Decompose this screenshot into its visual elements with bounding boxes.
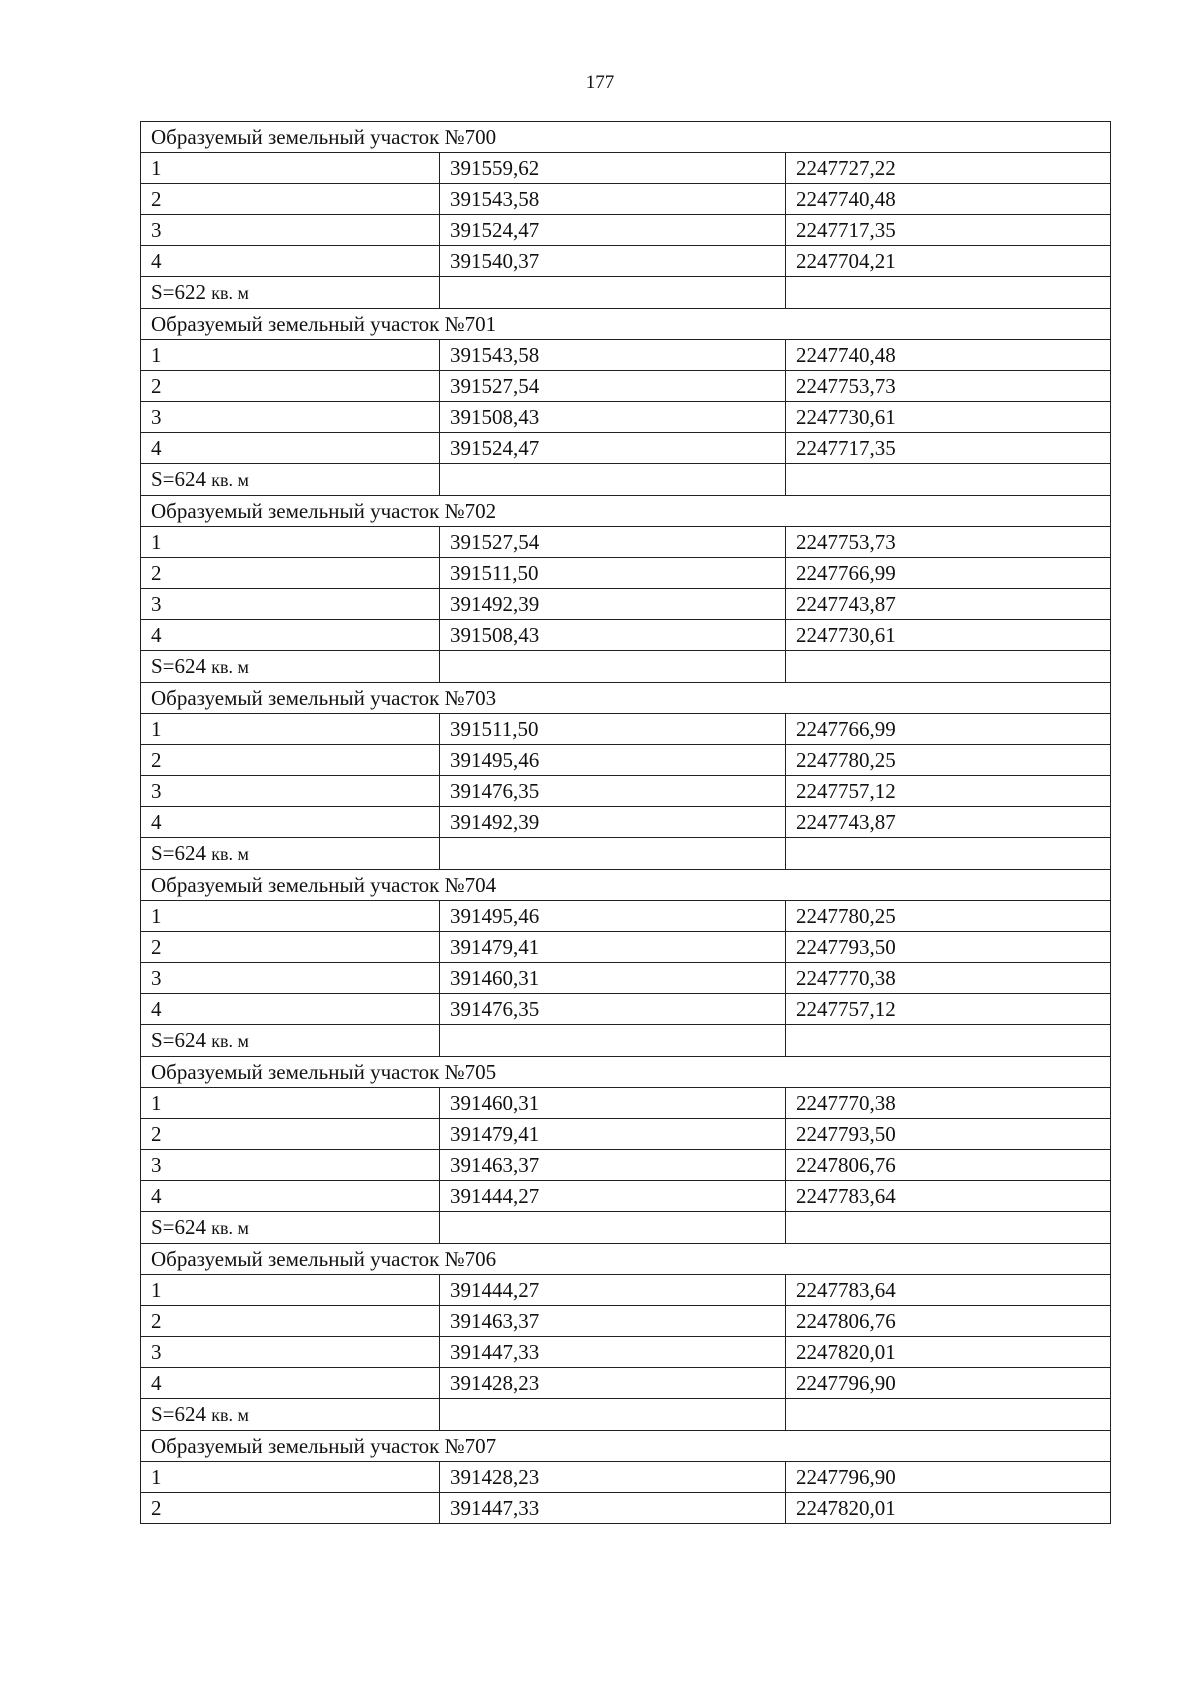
y-coordinate-cell: 2247820,01 [786,1337,1111,1368]
table-row [141,215,1111,246]
y-coordinate-cell: 2247753,73 [786,371,1111,402]
x-coordinate-cell: 391543,58 [440,184,786,215]
y-coordinate-cell: 2247717,35 [786,215,1111,246]
parcel-title: Образуемый земельный участок №700 [141,122,1111,153]
point-number-cell: 2 [141,932,440,963]
parcel-title: Образуемый земельный участок №704 [141,870,1111,901]
empty-cell [786,1025,1111,1057]
empty-cell [440,1025,786,1057]
empty-cell [786,1399,1111,1431]
point-number-cell: 1 [141,714,440,745]
empty-cell [440,1212,786,1244]
area-value: S=624 [151,467,207,491]
y-coordinate-cell: 2247796,90 [786,1368,1111,1399]
point-number-cell: 1 [141,153,440,184]
x-coordinate-cell: 391492,39 [440,807,786,838]
y-coordinate-cell: 2247820,01 [786,1493,1111,1524]
table-row [141,153,1111,184]
point-number-cell: 1 [141,527,440,558]
page-number: 177 [585,72,615,93]
area-cell [141,1399,440,1431]
table-row [141,558,1111,589]
y-coordinate-cell: 2247757,12 [786,776,1111,807]
empty-cell [440,1399,786,1431]
empty-cell [786,838,1111,870]
x-coordinate-cell: 391460,31 [440,1088,786,1119]
area-unit: кв. м [211,283,249,303]
x-coordinate-cell: 391463,37 [440,1150,786,1181]
table-row [141,901,1111,932]
point-number-cell: 3 [141,1337,440,1368]
x-coordinate-cell: 391479,41 [440,932,786,963]
y-coordinate-cell: 2247717,35 [786,433,1111,464]
y-coordinate-cell: 2247780,25 [786,901,1111,932]
area-cell [141,838,440,870]
table-row [141,246,1111,277]
parcel-title-row [141,1244,1111,1275]
x-coordinate-cell: 391495,46 [440,901,786,932]
point-number-cell: 3 [141,215,440,246]
parcel-title: Образуемый земельный участок №703 [141,683,1111,714]
point-number-cell: 3 [141,776,440,807]
empty-cell [786,651,1111,683]
point-number-cell: 4 [141,994,440,1025]
table-row [141,994,1111,1025]
point-number-cell: 3 [141,1150,440,1181]
point-number-cell: 2 [141,745,440,776]
x-coordinate-cell: 391476,35 [440,994,786,1025]
y-coordinate-cell: 2247780,25 [786,745,1111,776]
table-row [141,1119,1111,1150]
point-number-cell: 4 [141,1181,440,1212]
empty-cell [440,651,786,683]
table-row [141,1337,1111,1368]
parcel-title-row [141,309,1111,340]
x-coordinate-cell: 391527,54 [440,371,786,402]
parcel-title: Образуемый земельный участок №707 [141,1431,1111,1462]
y-coordinate-cell: 2247730,61 [786,402,1111,433]
area-row [141,464,1111,496]
y-coordinate-cell: 2247793,50 [786,1119,1111,1150]
x-coordinate-cell: 391447,33 [440,1493,786,1524]
area-unit: кв. м [211,470,249,490]
y-coordinate-cell: 2247783,64 [786,1275,1111,1306]
empty-cell [786,1212,1111,1244]
area-value: S=624 [151,1028,207,1052]
table-body [141,122,1111,1524]
x-coordinate-cell: 391511,50 [440,558,786,589]
y-coordinate-cell: 2247730,61 [786,620,1111,651]
table-row [141,340,1111,371]
y-coordinate-cell: 2247743,87 [786,589,1111,620]
x-coordinate-cell: 391511,50 [440,714,786,745]
table-row [141,807,1111,838]
x-coordinate-cell: 391479,41 [440,1119,786,1150]
x-coordinate-cell: 391444,27 [440,1181,786,1212]
y-coordinate-cell: 2247766,99 [786,558,1111,589]
area-row [141,838,1111,870]
y-coordinate-cell: 2247783,64 [786,1181,1111,1212]
table-row [141,371,1111,402]
y-coordinate-cell: 2247806,76 [786,1306,1111,1337]
point-number-cell: 3 [141,402,440,433]
point-number-cell: 2 [141,1306,440,1337]
area-unit: кв. м [211,1218,249,1238]
parcel-title-row [141,683,1111,714]
point-number-cell: 1 [141,340,440,371]
y-coordinate-cell: 2247793,50 [786,932,1111,963]
parcel-title: Образуемый земельный участок №701 [141,309,1111,340]
area-cell [141,1025,440,1057]
x-coordinate-cell: 391492,39 [440,589,786,620]
area-row [141,1399,1111,1431]
y-coordinate-cell: 2247704,21 [786,246,1111,277]
parcel-title-row [141,1431,1111,1462]
x-coordinate-cell: 391428,23 [440,1368,786,1399]
table-row [141,1368,1111,1399]
parcel-title-row [141,496,1111,527]
table-row [141,963,1111,994]
point-number-cell: 4 [141,1368,440,1399]
point-number-cell: 4 [141,433,440,464]
area-value: S=624 [151,1215,207,1239]
y-coordinate-cell: 2247796,90 [786,1462,1111,1493]
x-coordinate-cell: 391543,58 [440,340,786,371]
area-row [141,651,1111,683]
area-row [141,1025,1111,1057]
area-cell [141,277,440,309]
parcel-title-row [141,122,1111,153]
table-row [141,1088,1111,1119]
point-number-cell: 4 [141,246,440,277]
area-value: S=624 [151,1402,207,1426]
area-cell [141,464,440,496]
area-unit: кв. м [211,1031,249,1051]
point-number-cell: 2 [141,1119,440,1150]
area-value: S=622 [151,280,207,304]
area-cell [141,651,440,683]
area-row [141,1212,1111,1244]
y-coordinate-cell: 2247743,87 [786,807,1111,838]
parcel-title-row [141,870,1111,901]
x-coordinate-cell: 391559,62 [440,153,786,184]
y-coordinate-cell: 2247727,22 [786,153,1111,184]
table-row [141,714,1111,745]
x-coordinate-cell: 391463,37 [440,1306,786,1337]
table-row [141,1493,1111,1524]
area-unit: кв. м [211,657,249,677]
x-coordinate-cell: 391495,46 [440,745,786,776]
parcel-title: Образуемый земельный участок №702 [141,496,1111,527]
x-coordinate-cell: 391524,47 [440,433,786,464]
table-row [141,1150,1111,1181]
parcel-title-row [141,1057,1111,1088]
parcel-coordinates-table [140,121,1111,1524]
y-coordinate-cell: 2247740,48 [786,340,1111,371]
area-unit: кв. м [211,844,249,864]
area-cell [141,1212,440,1244]
table-row [141,527,1111,558]
table-row [141,1275,1111,1306]
point-number-cell: 4 [141,620,440,651]
parcel-title: Образуемый земельный участок №705 [141,1057,1111,1088]
table-row [141,776,1111,807]
empty-cell [440,277,786,309]
point-number-cell: 1 [141,1462,440,1493]
y-coordinate-cell: 2247740,48 [786,184,1111,215]
point-number-cell: 2 [141,558,440,589]
table-row [141,1462,1111,1493]
x-coordinate-cell: 391444,27 [440,1275,786,1306]
x-coordinate-cell: 391524,47 [440,215,786,246]
parcel-title: Образуемый земельный участок №706 [141,1244,1111,1275]
y-coordinate-cell: 2247806,76 [786,1150,1111,1181]
y-coordinate-cell: 2247770,38 [786,963,1111,994]
x-coordinate-cell: 391508,43 [440,402,786,433]
point-number-cell: 1 [141,1275,440,1306]
point-number-cell: 2 [141,1493,440,1524]
table-row [141,932,1111,963]
table-row [141,1181,1111,1212]
x-coordinate-cell: 391447,33 [440,1337,786,1368]
point-number-cell: 1 [141,901,440,932]
y-coordinate-cell: 2247770,38 [786,1088,1111,1119]
x-coordinate-cell: 391508,43 [440,620,786,651]
area-unit: кв. м [211,1405,249,1425]
table-row [141,620,1111,651]
x-coordinate-cell: 391527,54 [440,527,786,558]
table-row [141,589,1111,620]
point-number-cell: 2 [141,371,440,402]
area-value: S=624 [151,654,207,678]
point-number-cell: 2 [141,184,440,215]
empty-cell [786,277,1111,309]
y-coordinate-cell: 2247753,73 [786,527,1111,558]
table-row [141,184,1111,215]
x-coordinate-cell: 391460,31 [440,963,786,994]
point-number-cell: 4 [141,807,440,838]
table-row [141,1306,1111,1337]
x-coordinate-cell: 391540,37 [440,246,786,277]
x-coordinate-cell: 391476,35 [440,776,786,807]
y-coordinate-cell: 2247766,99 [786,714,1111,745]
empty-cell [440,464,786,496]
x-coordinate-cell: 391428,23 [440,1462,786,1493]
area-row [141,277,1111,309]
point-number-cell: 3 [141,963,440,994]
point-number-cell: 1 [141,1088,440,1119]
y-coordinate-cell: 2247757,12 [786,994,1111,1025]
point-number-cell: 3 [141,589,440,620]
empty-cell [786,464,1111,496]
table-row [141,402,1111,433]
table-row [141,745,1111,776]
area-value: S=624 [151,841,207,865]
empty-cell [440,838,786,870]
table-row [141,433,1111,464]
